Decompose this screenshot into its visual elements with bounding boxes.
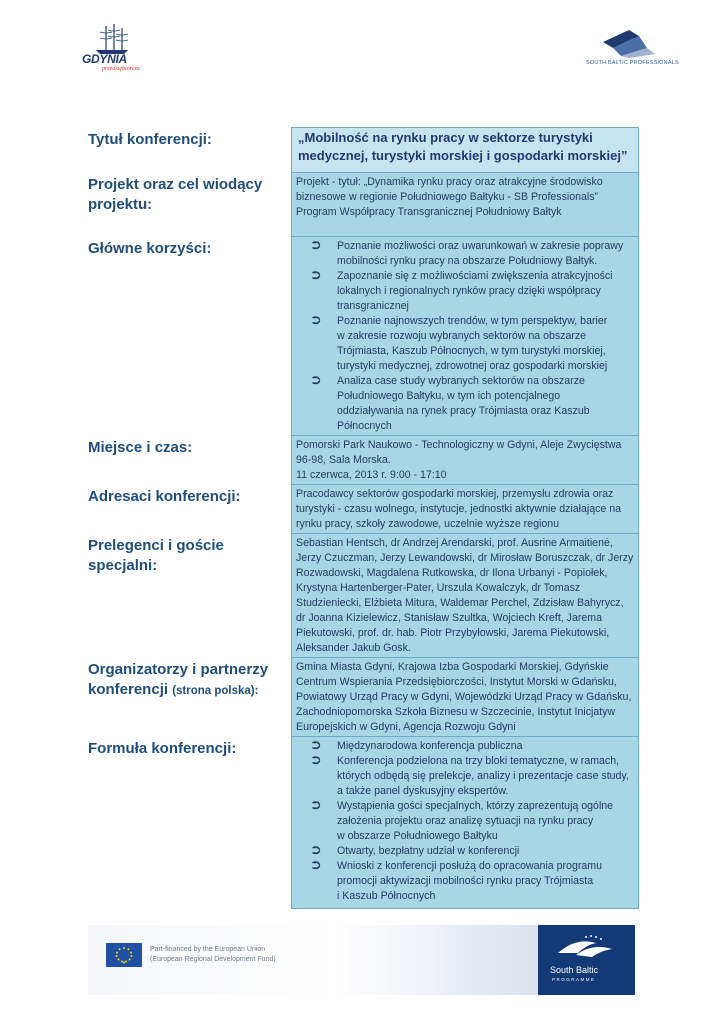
wing-icon — [599, 28, 659, 58]
row-organizers — [82, 658, 639, 737]
speakers-label: Prelegenci i goście specjalni: — [88, 536, 224, 574]
footer-banner — [88, 925, 635, 995]
arrow-circle-icon: ⮊ — [312, 860, 321, 872]
list-item: ⮊ Otwarty, bezpłatny udział w konferencji — [312, 845, 520, 857]
arrow-circle-icon: ⮊ — [312, 270, 321, 282]
audience-value: Pracodawcy sektorów gospodarki morskiej, przemysłu zdrowia oraz turystyki - czasu wolnego, instytucje, jednostki aktywnie działające na rynku pracy, szkoły zawodowe, uczelnie wyższe regionu — [292, 485, 639, 534]
sb-professionals-logo — [583, 28, 683, 72]
gdynia-logo — [82, 22, 144, 74]
wave-logo-icon — [556, 933, 616, 963]
ship-icon — [82, 22, 142, 54]
south-baltic-programme-logo — [538, 925, 635, 995]
project-program: Program Współpracy Transgranicznej Południowy Bałtyk — [296, 206, 562, 218]
south-baltic-name: South Baltic — [550, 965, 599, 975]
arrow-circle-icon: ⮊ — [312, 755, 321, 767]
row-benefits — [82, 237, 639, 436]
conference-info-table — [82, 127, 639, 909]
organizers-value: Gmina Miasta Gdyni, Krajowa Izba Gospodarki Morskiej, Gdyńskie Centrum Wspierania Przedsiębiorczości, Instytut Morski w Gdańsku, Powiatowy Urząd Pracy w Gdyni, Wojewódzki Urząd Pracy w Gdańsku, Zachodniopomorska Szkoła Biznesu w Szczecinie, Instytut Inicjatyw Europejskich w Gdyni, Agencja Rozwoju Gdyni — [292, 658, 639, 737]
list-item: ⮊ Zapoznanie się z możliwościami zwiększenia atrakcyjności lokalnych i regionalnych rynków pracy dzięki współpracy transgranicznej — [312, 270, 613, 312]
project-value — [292, 173, 639, 237]
list-item: ⮊ Konferencja podzielona na trzy bloki tematyczne, w ramach, których odbędą się prelekcje, analizy i prezentacje case study, a także panel dyskusyjny ekspertów. — [312, 755, 629, 797]
formula-label: Formuła konferencji: — [88, 739, 237, 757]
row-title — [82, 128, 639, 173]
benefits-label: Główne korzyści: — [88, 239, 212, 257]
formula-list — [296, 739, 634, 904]
organizers-label-main: Organizatorzy i partnerzy konferencji — [88, 660, 269, 698]
gdynia-logo-word: GDYNIA — [82, 52, 127, 66]
eu-flag-icon — [106, 943, 142, 967]
row-speakers — [82, 534, 639, 658]
row-audience — [82, 485, 639, 534]
place-location: Pomorski Park Naukowo - Technologiczny w Gdyni, Aleje Zwycięstwa 96-98, Sala Morska. — [296, 439, 622, 466]
organizers-label — [82, 658, 292, 737]
organizers-label-small: (strona polska): — [172, 684, 259, 697]
project-title: Projekt - tytuł: „Dynamika rynku pracy oraz atrakcyjne środowisko biznesowe w regionie Południowego Bałtyku - SB Professionals” — [296, 176, 603, 203]
arrow-circle-icon: ⮊ — [312, 375, 321, 387]
place-value — [292, 436, 639, 485]
place-label: Miejsce i czas: — [88, 438, 193, 456]
list-item: ⮊ Międzynarodowa konferencja publiczna — [312, 740, 523, 752]
project-label: Projekt oraz cel wiodący projektu: — [88, 175, 263, 213]
south-baltic-sub: PROGRAMME — [552, 977, 596, 982]
benefits-list — [296, 239, 634, 434]
row-place — [82, 436, 639, 485]
eu-funding-line2: (European Regional Development Fund) — [150, 956, 276, 963]
title-label: Tytuł konferencji: — [88, 130, 212, 148]
list-item: ⮊ Poznanie najnowszych trendów, w tym perspektyw, barier w zakresie rozwoju wybranych sektorów na obszarze Trójmiasta, Kaszub Północnych, w tym turystyki morskiej, turystyki medycznej, zdrowotnej oraz gospodarki morskiej — [312, 315, 608, 372]
row-formula — [82, 737, 639, 909]
eu-funding-text — [150, 945, 276, 965]
list-item: ⮊ Analiza case study wybranych sektorów na obszarze Południowego Bałtyku, w tym ich potencjalnego oddziaływania na rynek pracy Trójmiasta oraz Kaszub Północnych — [312, 375, 590, 432]
benefits-value — [292, 237, 639, 436]
place-date: 11 czerwca, 2013 r. 9:00 - 17:10 — [296, 469, 447, 481]
arrow-circle-icon: ⮊ — [312, 800, 321, 812]
speakers-value: Sebastian Hentsch, dr Andrzej Arendarski, prof. Ausrine Armaitienė, Jerzy Czuczman, Jerzy Lewandowski, dr Mirosław Boruszczak, dr Jerzy Rozwadowski, Magdalena Rutkowska, dr Ilona Urbanyi - Popiołek, Krystyna Hartenberger-Pater, Urszula Kowalczyk, dr Tomasz Studzieniecki, Elżbieta Mitura, Waldemar Perchel, Zdzisław Bahyrycz, dr Joanna Kizielewicz, Stanisław Szultka, Wojciech Kreft, Jarema Piekutowski, prof. dr. hab. Piotr Przybyłowski, Jarema Piekutowski, Aleksander Jakub Gosk. — [292, 534, 639, 658]
list-item: ⮊ Wnioski z konferencji posłużą do opracowania programu promocji aktywizacji mobilności rynku pracy Trójmiasta i Kaszub Północnych — [312, 860, 602, 902]
arrow-circle-icon: ⮊ — [312, 845, 321, 857]
list-item: ⮊ Poznanie możliwości oraz uwarunkowań w zakresie poprawy mobilności rynku pracy na obszarze Południowy Bałtyk. — [312, 240, 624, 267]
title-value: „Mobilność na rynku pracy w sektorze turystyki medycznej, turystyki morskiej i gospodarki morskiej” — [292, 128, 639, 173]
list-item: ⮊ Wystąpienia gości specjalnych, którzy zaprezentują ogólne założenia projektu oraz analizę sytuacji na rynku pracy w obszarze Południowego Bałtyku — [312, 800, 614, 842]
row-project — [82, 173, 639, 237]
formula-value — [292, 737, 639, 909]
eu-funding-line1: Part-financed by the European Union — [150, 946, 266, 953]
audience-label: Adresaci konferencji: — [88, 487, 241, 505]
sb-professionals-text: SOUTH BALTIC PROFESSIONALS — [586, 60, 679, 66]
arrow-circle-icon: ⮊ — [312, 740, 321, 752]
arrow-circle-icon: ⮊ — [312, 240, 321, 252]
gdynia-logo-sub: przedsiębiorcza — [102, 66, 140, 72]
arrow-circle-icon: ⮊ — [312, 315, 321, 327]
